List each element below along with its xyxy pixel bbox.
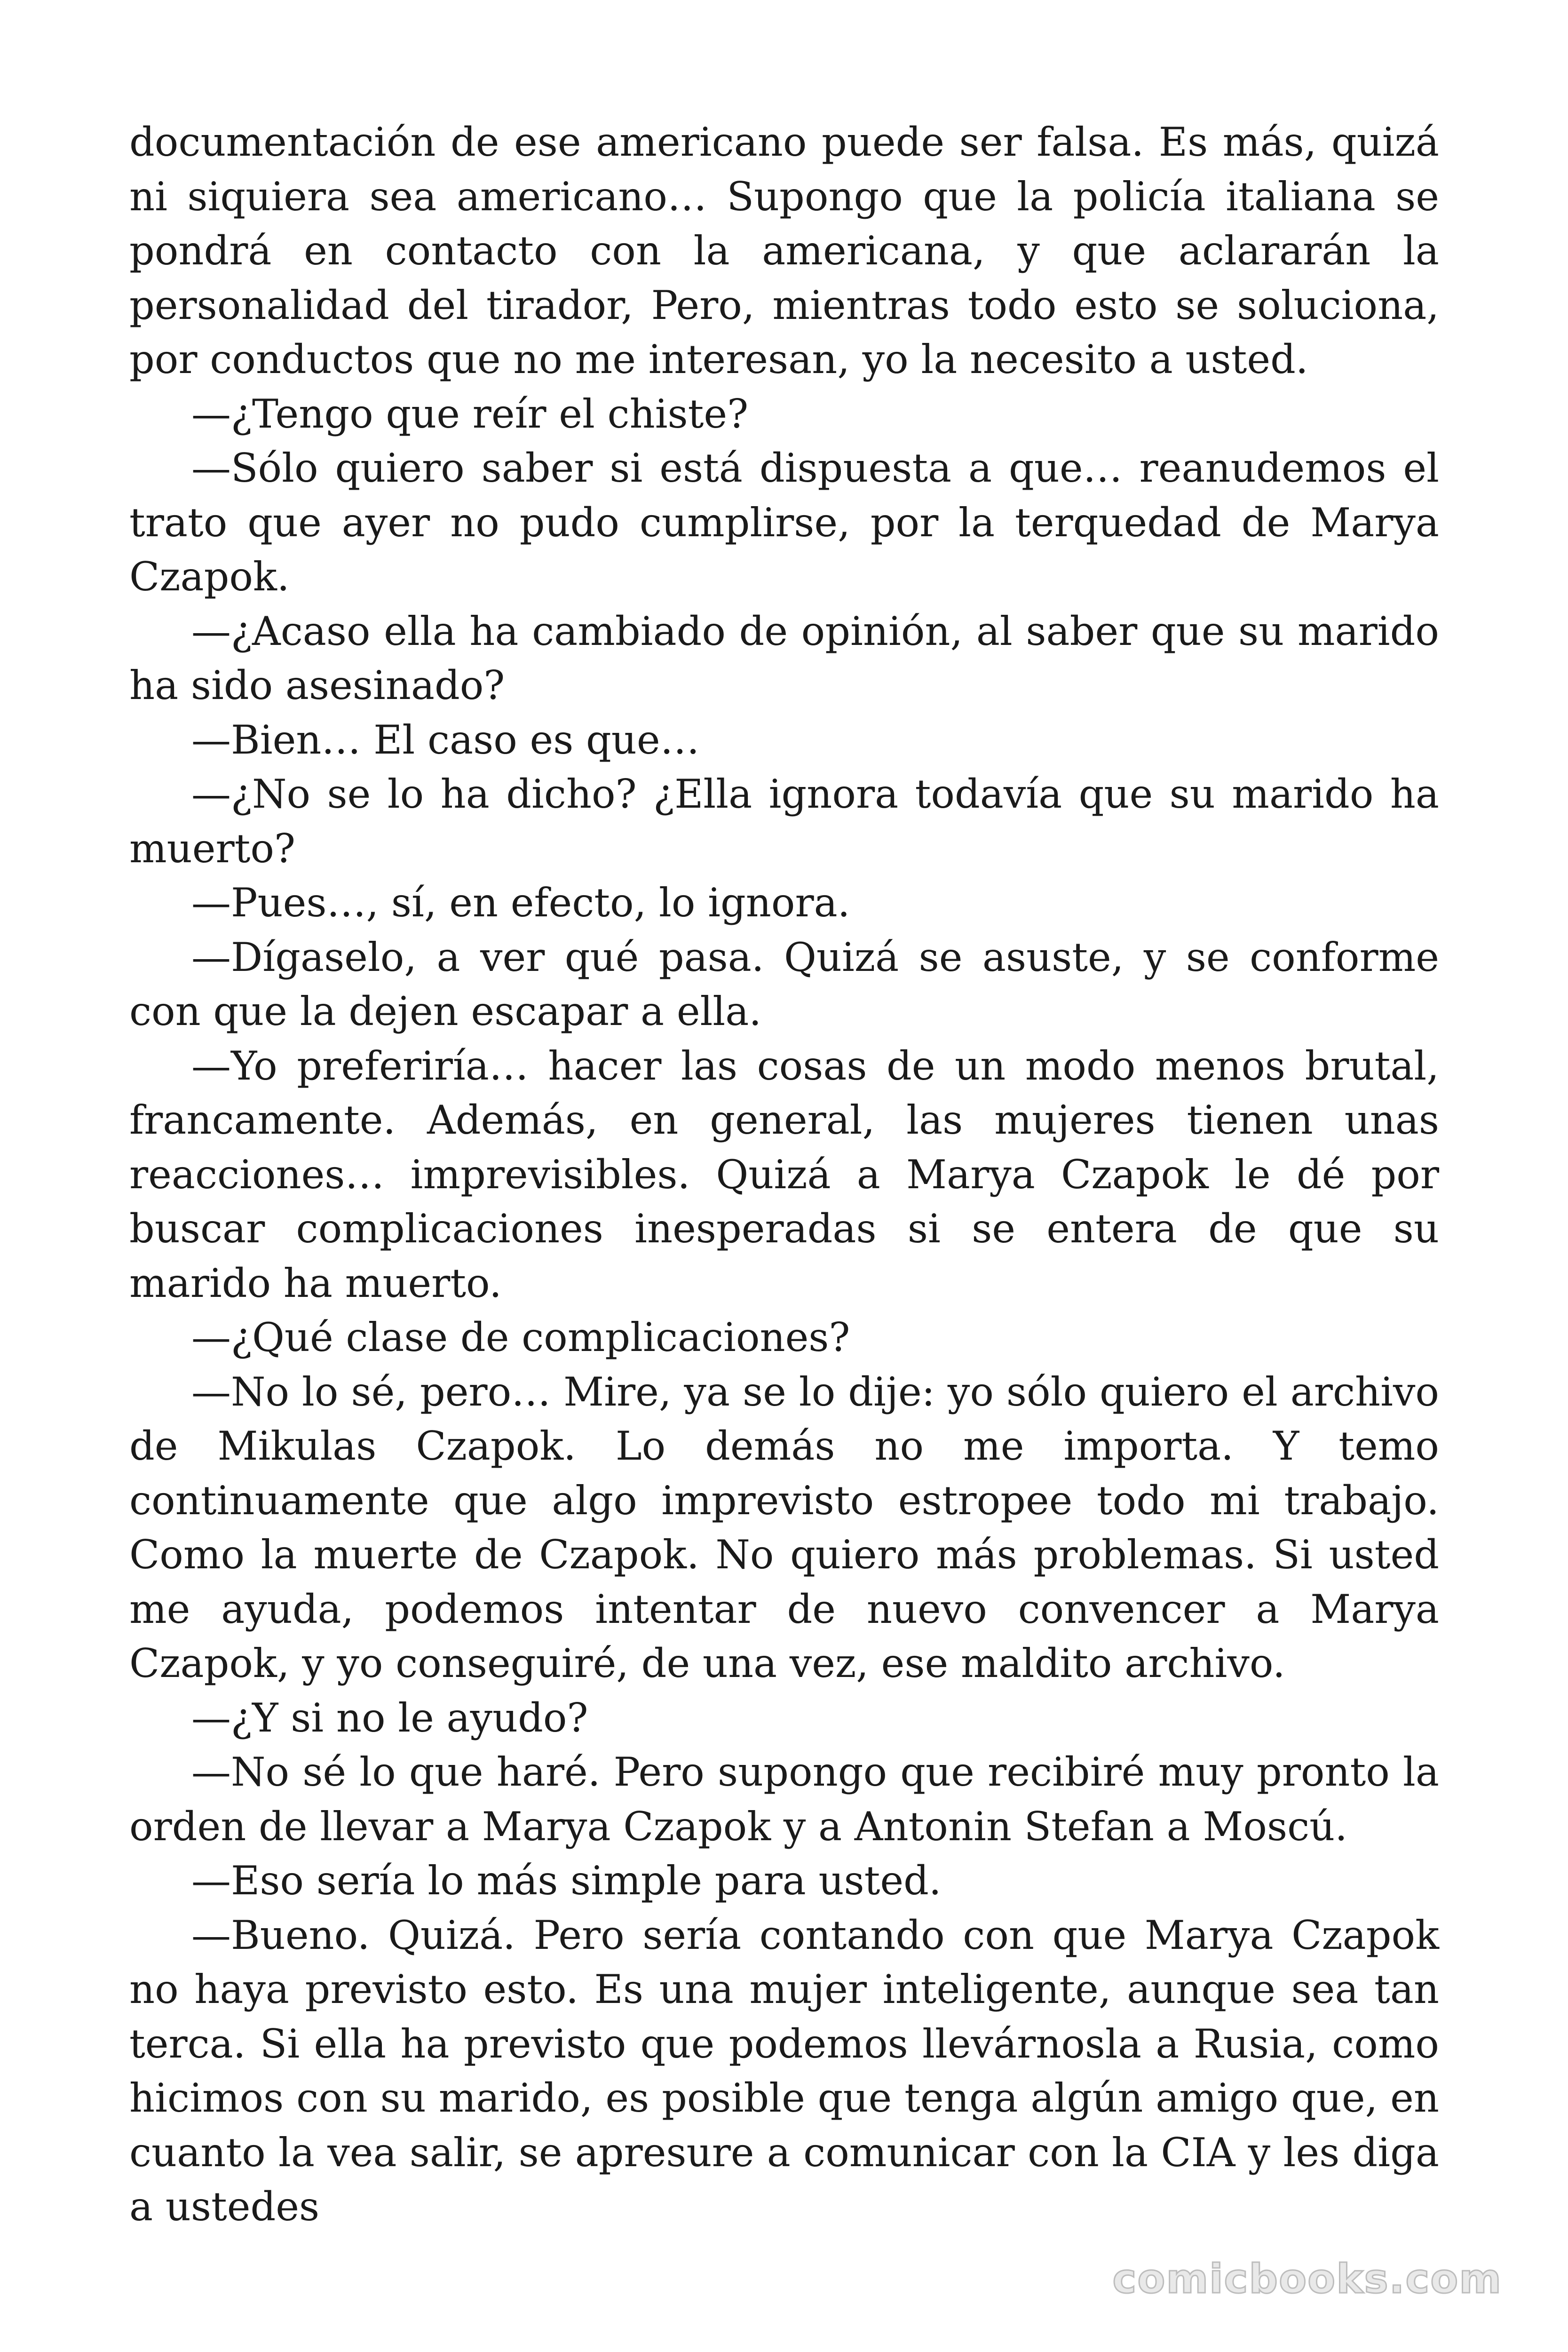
body-text <box>129 115 1439 2234</box>
dialogue-line: —No lo sé, pero… Mire, ya se lo dije: yo sólo quiero el archivo de Mikulas Czapok. Lo demás no me importa. Y temo continuamente que algo imprevisto estropee todo mi trabajo. Como la muerte de Czapok. No quiero más problemas. Si usted me ayuda, podemos intentar de nuevo convencer a Marya Czapok, y yo conseguiré, de una vez, ese maldito archivo. <box>129 1368 1439 1686</box>
dialogue-line: —Eso sería lo más simple para usted. <box>191 1858 942 1904</box>
dialogue-line: —¿No se lo ha dicho? ¿Ella ignora todavía que su marido ha muerto? <box>129 771 1439 872</box>
dialogue-line: —Sólo quiero saber si está dispuesta a que… reanudemos el trato que ayer no pudo cumplirse, por la terquedad de Marya Czapok. <box>129 445 1439 600</box>
dialogue-line: —No sé lo que haré. Pero supongo que recibiré muy pronto la orden de llevar a Marya Czapok y a Antonin Stefan a Moscú. <box>129 1749 1439 1850</box>
dialogue-line: —¿Qué clase de complicaciones? <box>191 1314 850 1360</box>
watermark-logo: comicbooks.com <box>1112 2256 1502 2303</box>
dialogue-line: —Bien… El caso es que… <box>191 716 700 763</box>
dialogue-line: —¿Tengo que reír el chiste? <box>191 390 749 437</box>
dialogue-line: —Dígaselo, a ver qué pasa. Quizá se asuste, y se conforme con que la dejen escapar a ella. <box>129 934 1439 1034</box>
paragraph: documentación de ese americano puede ser falsa. Es más, quizá ni siquiera sea americano… Supongo que la policía italiana se pondrá en contacto con la americana, y que aclararán la personalidad del tirador, Pero, mientras todo esto se soluciona, por conductos que no me interesan, yo la necesito a usted. <box>129 119 1439 382</box>
dialogue-line: —Yo preferiría… hacer las cosas de un modo menos brutal, francamente. Además, en general, las mujeres tienen unas reacciones… imprevisibles. Quizá a Marya Czapok le dé por buscar complicaciones inesperadas si se entera de que su marido ha muerto. <box>129 1042 1439 1306</box>
dialogue-line: —Bueno. Quizá. Pero sería contando con que Marya Czapok no haya previsto esto. Es una mujer inteligente, aunque sea tan terca. Si ella ha previsto que podemos llevárnosla a Rusia, como hicimos con su marido, es posible que tenga algún amigo que, en cuanto la vea salir, se apresure a comunicar con la CIA y les diga a ustedes <box>129 1912 1439 2230</box>
dialogue-line: —¿Y si no le ayudo? <box>191 1694 588 1741</box>
dialogue-line: —Pues…, sí, en efecto, lo ignora. <box>191 880 850 926</box>
dialogue-line: —¿Acaso ella ha cambiado de opinión, al saber que su marido ha sido asesinado? <box>129 608 1439 708</box>
